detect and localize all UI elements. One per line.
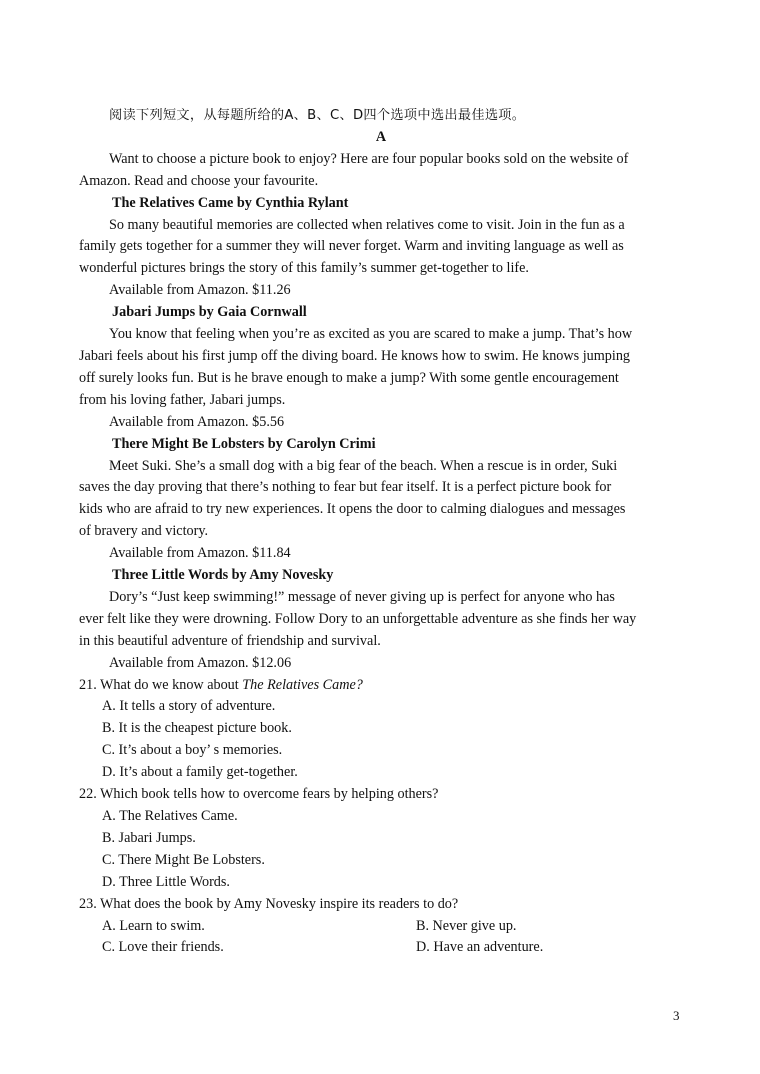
book-title: There Might Be Lobsters by Carolyn Crimi [112, 435, 376, 452]
book-entry [79, 565, 683, 675]
answer-option: A. It tells a story of adventure. [102, 698, 276, 715]
answer-option: D. Have an adventure. [416, 939, 544, 956]
answer-option: C. There Might Be Lobsters. [102, 851, 265, 868]
question-block [79, 784, 683, 894]
book-description-line: You know that feeling when you’re as excited as you are scared to make a jump. That’s how [109, 326, 633, 343]
question-number: 22. [79, 786, 97, 803]
answer-option: D. It’s about a family get-together. [102, 764, 298, 781]
question-stem [79, 894, 683, 916]
book-entry [79, 302, 683, 433]
book-description-line: Meet Suki. She’s a small dog with a big fear of the beach. When a rescue is in order, Suki [109, 457, 618, 474]
book-description-line: ever felt like they were drowning. Follow Dory to an unforgettable adventure as she finds her way [79, 610, 637, 627]
section-label: A [375, 128, 387, 145]
intro-line: Want to choose a picture book to enjoy? Here are four popular books sold on the website of [109, 150, 629, 167]
question-block [79, 894, 683, 960]
book-description-line: family gets together for a summer they will never forget. Warm and inviting language as well as [79, 238, 624, 255]
book-description-line: kids who are afraid to try new experiences. It opens the door to calming dialogues and messages [79, 501, 626, 518]
answer-option: A. Learn to swim. [102, 917, 205, 934]
answer-option-row [79, 937, 683, 959]
book-availability: Available from Amazon. $5.56 [109, 413, 285, 430]
book-description-line: saves the day proving that there’s nothing to fear but fear itself. It is a perfect picture book for [79, 479, 612, 496]
book-description-line: Dory’s “Just keep swimming!” message of never giving up is perfect for anyone who has [109, 588, 615, 605]
intro-paragraph [79, 149, 683, 193]
book-description-line: of bravery and victory. [79, 523, 209, 540]
book-availability: Available from Amazon. $11.26 [109, 282, 291, 299]
instruction-text: 阅读下列短文，从每题所给的A、B、C、D四个选项中选出最佳选项。 [109, 108, 526, 123]
book-availability: Available from Amazon. $11.84 [109, 545, 291, 562]
book-title: Three Little Words by Amy Novesky [112, 567, 334, 584]
book-description-line: So many beautiful memories are collected when relatives come to visit. Join in the fun as a [109, 216, 625, 233]
answer-option: B. It is the cheapest picture book. [102, 720, 292, 737]
answer-option: B. Jabari Jumps. [102, 829, 196, 846]
answer-option: D. Three Little Words. [102, 873, 230, 890]
question-number: 23. [79, 895, 97, 912]
answer-option: C. It’s about a boy’ s memories. [102, 742, 283, 759]
book-entry [79, 193, 683, 303]
answer-option-row [79, 916, 683, 938]
answer-option: A. The Relatives Came. [102, 808, 238, 824]
page-number: 3 [673, 1008, 680, 1023]
question-text: What do we know about [100, 676, 243, 693]
book-description-line: in this beautiful adventure of friendship and survival. [79, 632, 381, 649]
question-text: What does the book by Amy Novesky inspire its readers to do? [100, 895, 459, 912]
book-description-line: off surely looks fun. But is he brave enough to make a jump? With some gentle encouragement [79, 369, 619, 386]
answer-option: C. Love their friends. [102, 939, 224, 956]
question-text: Which book tells how to overcome fears by helping others? [100, 786, 439, 803]
question-stem [79, 675, 683, 697]
book-availability: Available from Amazon. $12.06 [109, 654, 292, 671]
question-text-italic: The Relatives Came? [242, 676, 363, 693]
answer-option: B. Never give up. [416, 917, 517, 934]
question-stem [79, 784, 683, 806]
book-title: Jabari Jumps by Gaia Cornwall [112, 304, 307, 321]
intro-line: Amazon. Read and choose your favourite. [79, 172, 319, 189]
book-entry [79, 434, 683, 565]
book-description-line: from his loving father, Jabari jumps. [79, 391, 286, 408]
book-title: The Relatives Came by Cynthia Rylant [112, 194, 349, 211]
question-number: 21. [79, 676, 97, 693]
book-description-line: Jabari feels about his first jump off the diving board. He knows how to swim. He knows jumping [79, 347, 631, 364]
passage-content [79, 105, 683, 959]
book-description-line: wonderful pictures brings the story of this family’s summer get-together to life. [79, 260, 529, 277]
question-block [79, 675, 683, 785]
